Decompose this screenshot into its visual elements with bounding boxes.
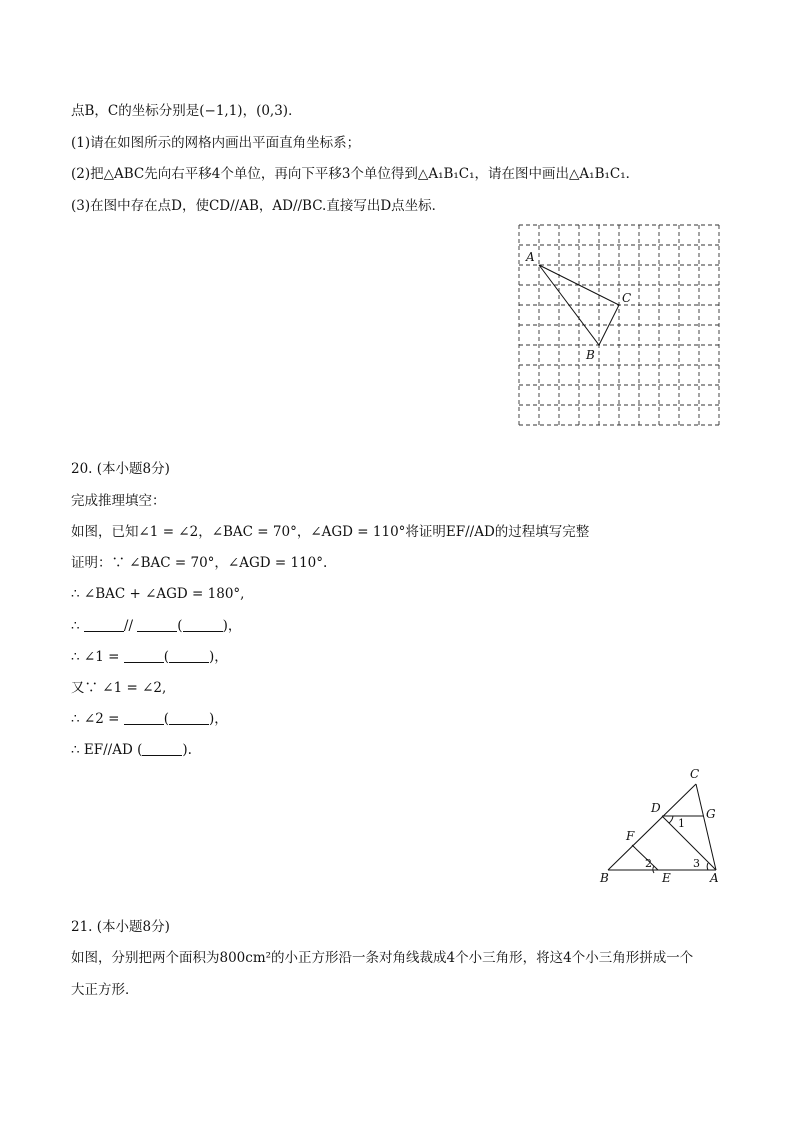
label-a: A bbox=[526, 250, 535, 264]
q19-grid-figure bbox=[515, 222, 725, 428]
proof-line-1: 证明：∵ ∠BAC = 70°，∠AGD = 110°. bbox=[71, 555, 328, 571]
proof-line-7: ∴ EF//AD ( ). bbox=[71, 742, 192, 758]
angle-1-arc bbox=[669, 816, 673, 823]
proof-line-3: ∴ // ( )， bbox=[71, 618, 242, 634]
blank-input[interactable] bbox=[169, 648, 209, 663]
angle-1-label: 1 bbox=[678, 817, 685, 830]
segment-da bbox=[662, 816, 716, 870]
q20-header: 20. (本小题8分) bbox=[71, 461, 170, 477]
q20-triangle-figure bbox=[596, 764, 726, 886]
blank-input[interactable] bbox=[137, 617, 177, 632]
q19-part-3: (3)在图中存在点D，使CD//AB，AD//BC.直接写出D点坐标． bbox=[71, 198, 446, 214]
q19-part-1: (1)请在如图所示的网格内画出平面直角坐标系； bbox=[71, 135, 361, 151]
angle-2-label: 2 bbox=[645, 857, 652, 870]
label-d: D bbox=[651, 801, 661, 815]
label-g: G bbox=[706, 807, 716, 821]
proof-line-4: ∴ ∠1 = ( )， bbox=[71, 649, 228, 665]
q21-header: 21. (本小题8分) bbox=[71, 919, 170, 935]
label-b: B bbox=[600, 871, 609, 885]
label-c: C bbox=[622, 291, 632, 305]
blank-input[interactable] bbox=[124, 648, 164, 663]
label-e: E bbox=[662, 871, 671, 885]
label-f: F bbox=[626, 829, 635, 843]
q19-coordinates-line: 点B，C的坐标分别是(−1,1)，(0,3)． bbox=[71, 103, 302, 119]
angle-3-label: 3 bbox=[693, 857, 700, 870]
label-b: B bbox=[586, 348, 595, 362]
q19-part-2: (2)把△ABC先向右平移4个单位，再向下平移3个单位得到△A₁B₁C₁，请在图中画出△A₁B₁C₁． bbox=[71, 166, 640, 182]
proof-line-2: ∴ ∠BAC + ∠AGD = 180°, bbox=[71, 586, 245, 602]
grid-lines bbox=[519, 225, 719, 425]
blank-input[interactable] bbox=[169, 710, 209, 725]
q21-text-line-2: 大正方形． bbox=[71, 982, 139, 998]
q20-intro: 完成推理填空： bbox=[71, 493, 166, 509]
label-a: A bbox=[710, 871, 719, 885]
blank-input[interactable] bbox=[124, 710, 164, 725]
blank-input[interactable] bbox=[183, 617, 223, 632]
proof-line-5: 又∵ ∠1 = ∠2, bbox=[71, 680, 167, 696]
q21-text-line-1: 如图，分别把两个面积为800cm²的小正方形沿一条对角线裁成4个小三角形，将这4个小三角形拼成一个 bbox=[71, 950, 694, 966]
blank-input[interactable] bbox=[84, 617, 124, 632]
q20-given: 如图，已知∠1 = ∠2，∠BAC = 70°，∠AGD = 110°将证明EF//AD的过程填写完整 bbox=[71, 524, 590, 540]
proof-line-6: ∴ ∠2 = ( )， bbox=[71, 711, 228, 727]
angle-3-arc bbox=[707, 863, 708, 870]
label-c: C bbox=[690, 767, 700, 781]
blank-input[interactable] bbox=[142, 741, 182, 756]
